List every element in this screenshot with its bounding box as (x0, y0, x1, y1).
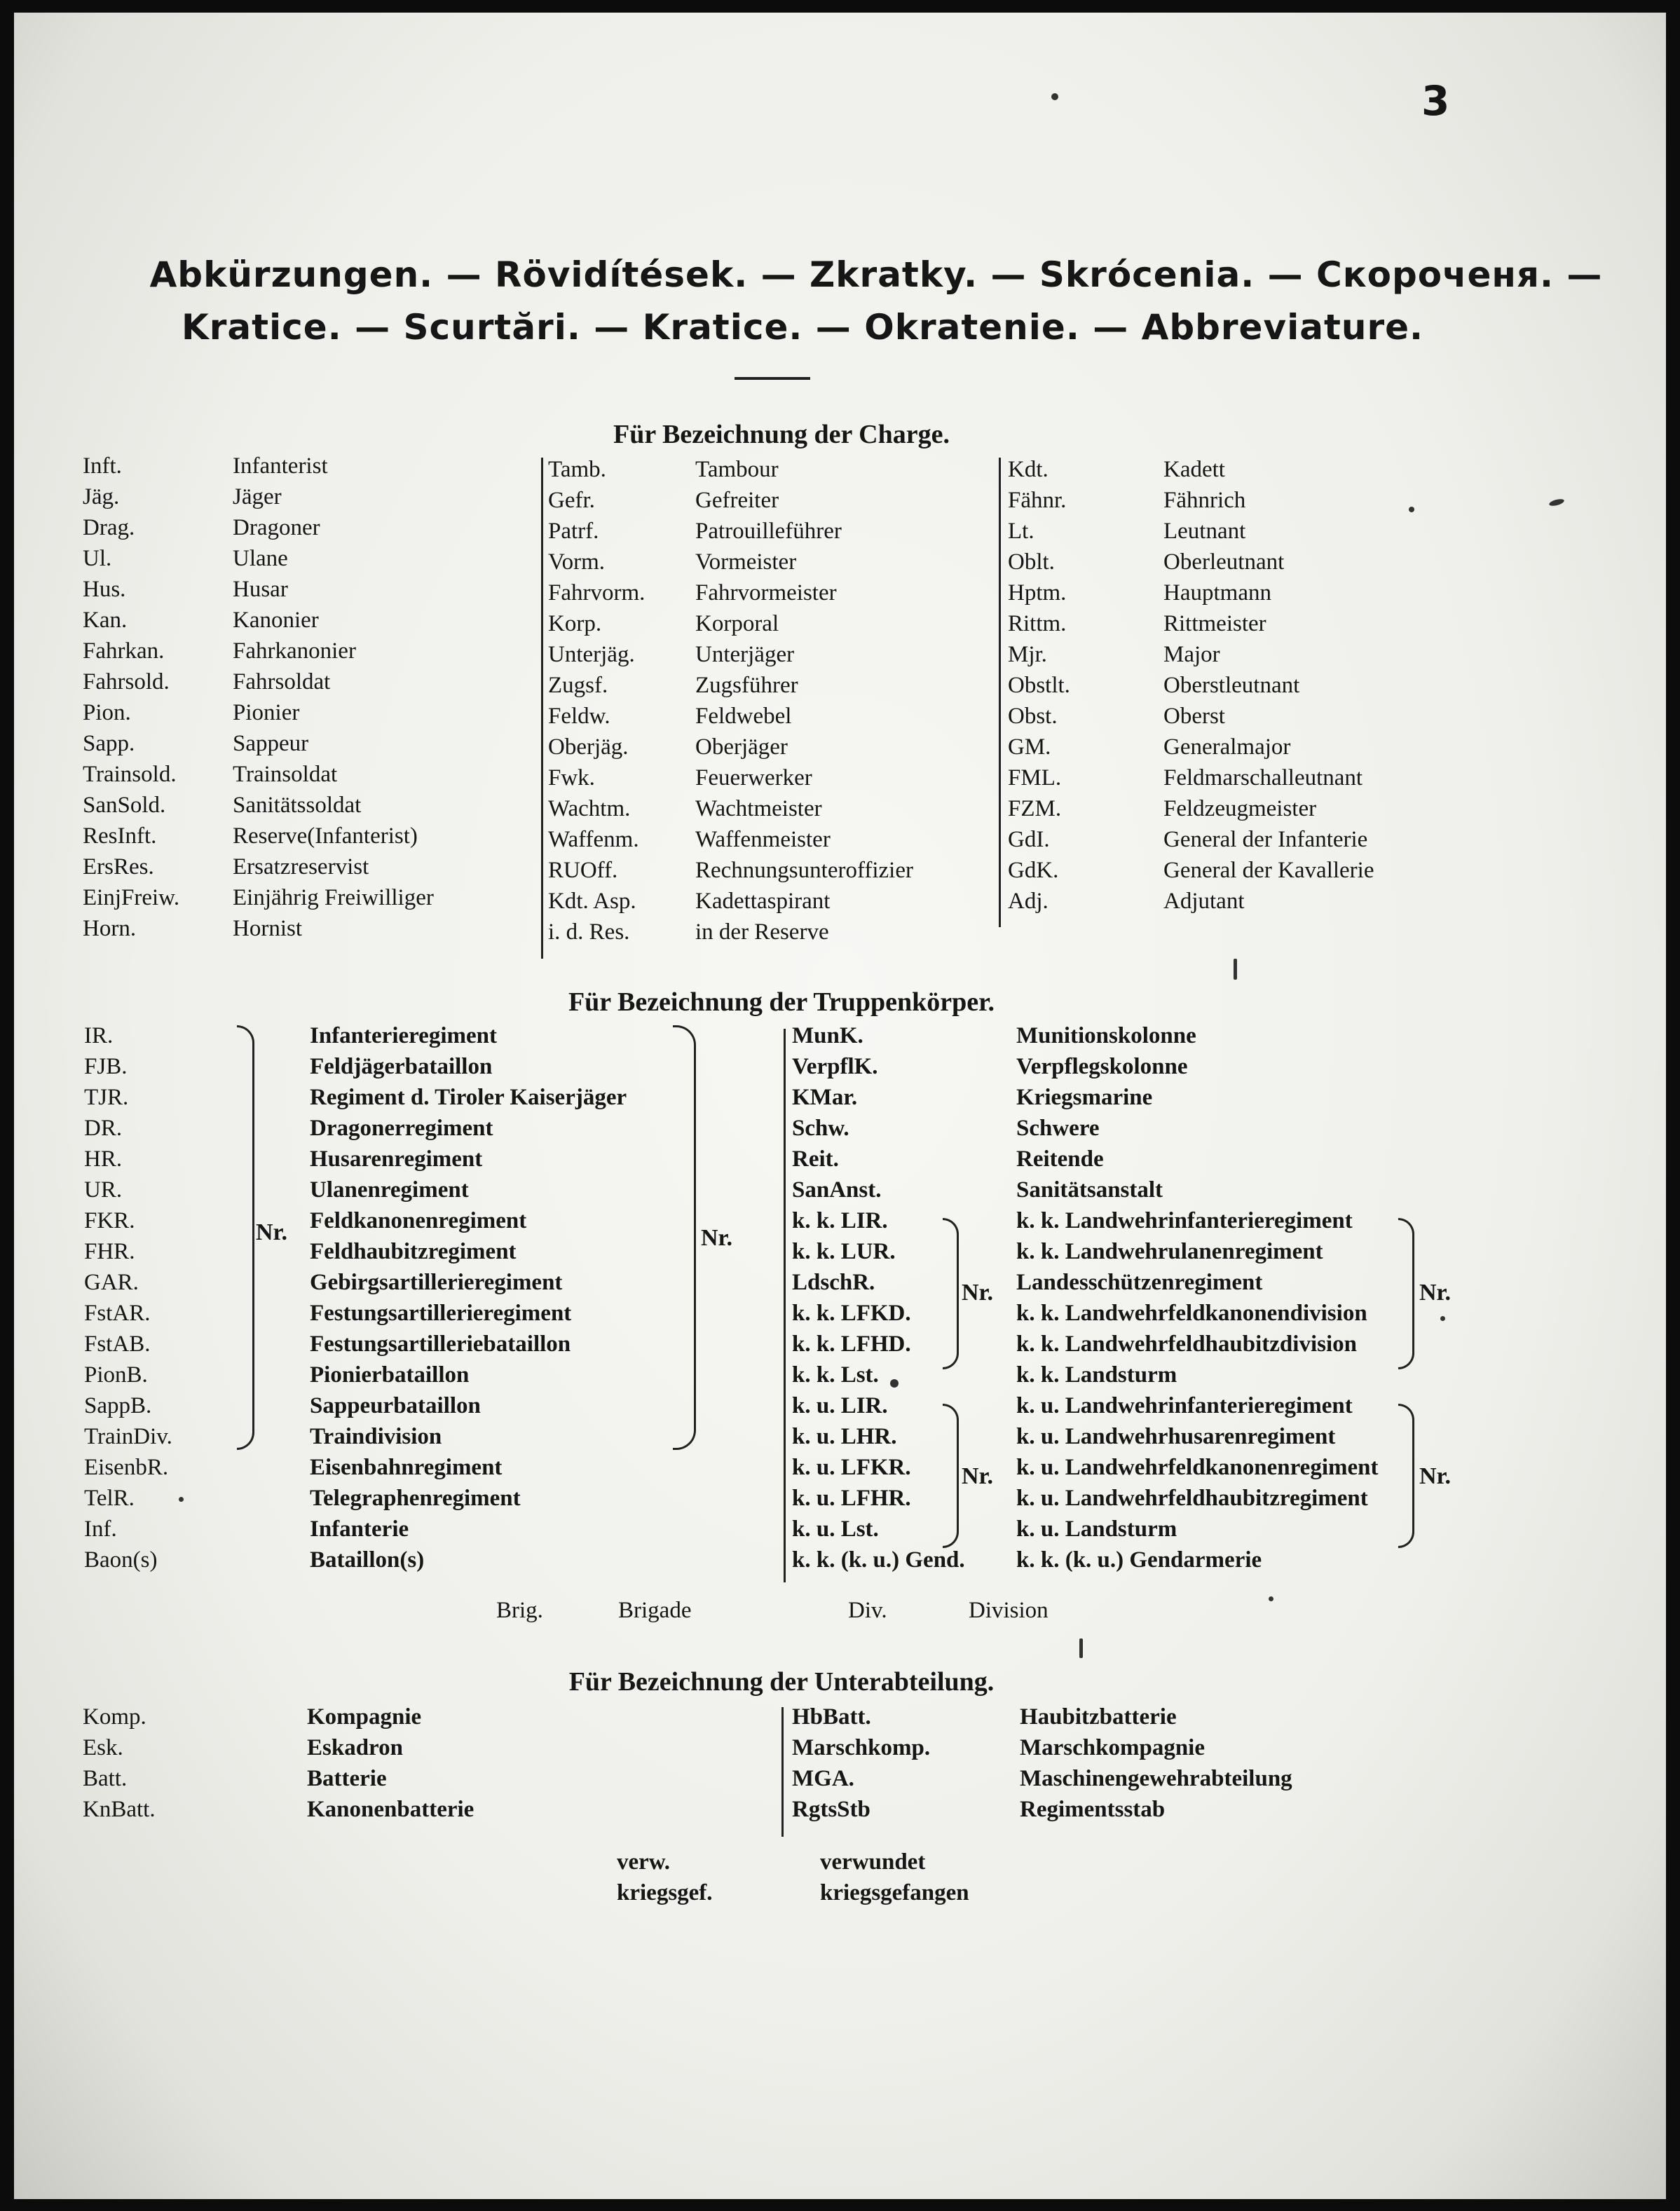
title-rule (735, 377, 810, 380)
abbreviation: Ul. (83, 546, 112, 571)
expansion: Traindivision (310, 1424, 442, 1449)
abbreviation: TelR. (84, 1486, 135, 1511)
abbreviation: k. k. LFHD. (792, 1332, 911, 1357)
abbreviation: Inft. (83, 453, 122, 479)
abbreviation: Zugsf. (548, 673, 608, 698)
expansion: Wachtmeister (695, 796, 822, 821)
expansion: Festungsartillerieregiment (310, 1301, 572, 1326)
document-page (14, 13, 1666, 2199)
abbreviation: GAR. (84, 1270, 139, 1295)
expansion: Feuerwerker (695, 765, 812, 790)
abbreviation: Korp. (548, 611, 602, 636)
abbreviation: Fahrsold. (83, 669, 170, 694)
abbreviation: Fähnr. (1008, 488, 1067, 513)
abbreviation: k. k. LIR. (792, 1208, 888, 1233)
abbreviation: Gefr. (548, 488, 595, 513)
abbreviation: PionB. (84, 1362, 148, 1388)
abbreviation: Fahrvorm. (548, 580, 646, 605)
truppen-right-brace-a (943, 1218, 959, 1369)
expansion: Schwere (1016, 1116, 1100, 1141)
expansion: Pionier (233, 700, 300, 725)
truppen-left-nr-b: Nr. (701, 1225, 733, 1251)
expansion: Ersatzreservist (233, 854, 369, 879)
expansion: k. k. (k. u.) Gendarmerie (1016, 1547, 1262, 1573)
div-full: Division (969, 1598, 1049, 1623)
brig-abbr: Brig. (496, 1598, 543, 1623)
expansion: Feldhaubitzregiment (310, 1239, 517, 1264)
expansion: Unterjäger (695, 642, 795, 667)
abbreviation: Jäg. (83, 484, 120, 509)
expansion: General der Kavallerie (1163, 858, 1374, 883)
expansion: k. u. Landwehrinfanterieregiment (1016, 1393, 1353, 1418)
expansion: Haubitzbatterie (1020, 1704, 1177, 1730)
abbreviation: KnBatt. (83, 1797, 156, 1822)
expansion: Oberst (1163, 704, 1225, 729)
abbreviation: EisenbR. (84, 1455, 169, 1480)
expansion: Waffenmeister (695, 827, 831, 852)
abbreviation: Adj. (1008, 889, 1049, 914)
abbreviation: Hptm. (1008, 580, 1067, 605)
expansion: Reitende (1016, 1146, 1104, 1172)
abbreviation: Mjr. (1008, 642, 1047, 667)
abbreviation: MGA. (792, 1766, 854, 1791)
abbreviation: GdI. (1008, 827, 1050, 852)
title-line-2: Kratice. — Scurtări. — Kratice. — Okratenie. — Abbreviature. (181, 307, 1424, 348)
abbreviation: FZM. (1008, 796, 1062, 821)
unter-right-abbr (792, 1702, 930, 1825)
truppen-right-brace-c (1398, 1218, 1414, 1369)
brig-full: Brigade (618, 1598, 692, 1623)
abbreviation: GdK. (1008, 858, 1059, 883)
expansion: Batterie (307, 1766, 387, 1791)
expansion: k. k. Landwehrinfanterieregiment (1016, 1208, 1353, 1233)
abbreviation: LdschR. (792, 1270, 875, 1295)
truppen-left-nr-a: Nr. (256, 1219, 288, 1245)
unter-heading: Für Bezeichnung der Unterabteilung. (568, 1667, 995, 1697)
abbreviation: i. d. Res. (548, 919, 630, 945)
abbreviation: Obst. (1008, 704, 1058, 729)
charge-divider-2 (999, 458, 1001, 927)
expansion: Feldzeugmeister (1163, 796, 1317, 821)
abbreviation: FJB. (84, 1054, 128, 1079)
charge-col1-abbr (83, 451, 179, 944)
specks-group (1409, 507, 1414, 512)
abbreviation: Obstlt. (1008, 673, 1070, 698)
abbreviation: Kan. (83, 608, 128, 633)
expansion: Jäger (233, 484, 282, 509)
abbreviation: k. k. LFKD. (792, 1301, 911, 1326)
abbreviation: SanSold. (83, 793, 166, 818)
truppen-right-nr-b: Nr. (962, 1463, 994, 1489)
expansion: Gefreiter (695, 488, 779, 513)
abbreviation: MunK. (792, 1023, 863, 1048)
expansion: Munitionskolonne (1016, 1023, 1196, 1048)
abbreviation: Feldw. (548, 704, 610, 729)
expansion: Oberleutnant (1163, 549, 1285, 575)
expansion: k. k. Landwehrfeldhaubitzdivision (1016, 1332, 1357, 1357)
expansion: Feldmarschalleutnant (1163, 765, 1363, 790)
expansion: Feldjägerbataillon (310, 1054, 493, 1079)
abbreviation: ResInft. (83, 823, 157, 849)
expansion: k. u. Landwehrhusarenregiment (1016, 1424, 1336, 1449)
charge-col3-abbr (1008, 454, 1070, 917)
expansion: Korporal (695, 611, 779, 636)
truppen-divider (784, 1029, 786, 1582)
abbreviation: DR. (84, 1116, 123, 1141)
abbreviation: SappB. (84, 1393, 152, 1418)
expansion: General der Infanterie (1163, 827, 1368, 852)
specks-group (1269, 1596, 1273, 1601)
specks-group (1234, 959, 1237, 980)
expansion: Festungsartilleriebataillon (310, 1332, 571, 1357)
expansion: Dragonerregiment (310, 1116, 493, 1141)
expansion: Husarenregiment (310, 1146, 483, 1172)
specks-group (1440, 1316, 1445, 1321)
abbreviation: FHR. (84, 1239, 135, 1264)
expansion: Fahrkanonier (233, 638, 356, 664)
abbreviation: Esk. (83, 1735, 123, 1760)
expansion: Infanterieregiment (310, 1023, 497, 1048)
expansion: verwundet (820, 1849, 926, 1875)
abbreviation: Horn. (83, 916, 137, 941)
abbreviation: k. u. LFKR. (792, 1455, 911, 1480)
expansion: Fahrsoldat (233, 669, 331, 694)
abbreviation: Patrf. (548, 519, 599, 544)
abbreviation: GM. (1008, 734, 1051, 760)
unter-left-abbr (83, 1702, 156, 1825)
truppen-right-abbr (792, 1020, 965, 1575)
expansion: Generalmajor (1163, 734, 1291, 760)
expansion: Hornist (233, 916, 302, 941)
abbreviation: Batt. (83, 1766, 128, 1791)
specks-group (179, 1497, 184, 1502)
expansion: k. k. Landsturm (1016, 1362, 1177, 1388)
specks-group (1051, 93, 1058, 100)
unter-extra-full (820, 1845, 969, 1907)
expansion: Eskadron (307, 1735, 403, 1760)
abbreviation: FKR. (84, 1208, 135, 1233)
expansion: Landesschützenregiment (1016, 1270, 1263, 1295)
expansion: Oberstleutnant (1163, 673, 1300, 698)
expansion: Ulane (233, 546, 288, 571)
expansion: Kadettaspirant (695, 889, 831, 914)
expansion: Sanitätssoldat (233, 793, 362, 818)
expansion: Infanterie (310, 1517, 409, 1542)
abbreviation: Baon(s) (84, 1547, 158, 1573)
expansion: Zugsführer (695, 673, 798, 698)
abbreviation: Trainsold. (83, 762, 177, 787)
truppen-heading: Für Bezeichnung der Truppenkörper. (568, 987, 995, 1017)
charge-col1-full (233, 451, 434, 944)
truppen-right-full (1016, 1020, 1378, 1575)
expansion: Verpflegskolonne (1016, 1054, 1188, 1079)
abbreviation: VerpflK. (792, 1054, 878, 1079)
page-number: 3 (1421, 77, 1450, 125)
specks-group (1079, 1638, 1083, 1658)
expansion: Rittmeister (1163, 611, 1266, 636)
abbreviation: k. k. LUR. (792, 1239, 896, 1264)
abbreviation: Marschkomp. (792, 1735, 931, 1760)
abbreviation: ErsRes. (83, 854, 154, 879)
abbreviation: Oblt. (1008, 549, 1055, 575)
expansion: Kriegsmarine (1016, 1085, 1153, 1110)
abbreviation: k. k. (k. u.) Gend. (792, 1547, 965, 1573)
expansion: Pionierbataillon (310, 1362, 470, 1388)
truppen-left-brace-b (673, 1025, 696, 1450)
expansion: Kompagnie (307, 1704, 422, 1730)
charge-divider-1 (541, 458, 543, 959)
truppen-right-nr-c: Nr. (1419, 1280, 1452, 1306)
expansion: kriegsgefangen (820, 1880, 969, 1905)
expansion: Dragoner (233, 515, 320, 540)
abbreviation: k. u. LHR. (792, 1424, 897, 1449)
charge-col2-full (695, 454, 913, 947)
abbreviation: Oberjäg. (548, 734, 629, 760)
abbreviation: Kdt. Asp. (548, 889, 636, 914)
abbreviation: k. k. Lst. (792, 1362, 879, 1388)
specks-group (1548, 498, 1564, 507)
expansion: Maschinengewehrabteilung (1020, 1766, 1292, 1791)
expansion: Patrouilleführer (695, 519, 842, 544)
abbreviation: Reit. (792, 1146, 839, 1172)
abbreviation: IR. (84, 1023, 114, 1048)
abbreviation: Fahrkan. (83, 638, 165, 664)
abbreviation: FstAR. (84, 1301, 151, 1326)
expansion: Gebirgsartillerieregiment (310, 1270, 563, 1295)
truppen-right-nr-d: Nr. (1419, 1463, 1452, 1489)
expansion: k. k. Landwehrfeldkanonendivision (1016, 1301, 1367, 1326)
abbreviation: TrainDiv. (84, 1424, 172, 1449)
expansion: Feldwebel (695, 704, 792, 729)
expansion: Fahrvormeister (695, 580, 837, 605)
abbreviation: Inf. (84, 1517, 117, 1542)
abbreviation: HbBatt. (792, 1704, 871, 1730)
truppen-left-abbr (84, 1020, 172, 1575)
abbreviation: k. u. LIR. (792, 1393, 888, 1418)
abbreviation: HR. (84, 1146, 123, 1172)
truppen-left-full (310, 1020, 627, 1575)
div-abbr: Div. (848, 1598, 887, 1623)
abbreviation: TJR. (84, 1085, 129, 1110)
expansion: in der Reserve (695, 919, 829, 945)
abbreviation: Komp. (83, 1704, 146, 1730)
abbreviation: Schw. (792, 1116, 849, 1141)
abbreviation: EinjFreiw. (83, 885, 180, 910)
expansion: Husar (233, 577, 288, 602)
abbreviation: Unterjäg. (548, 642, 635, 667)
expansion: Fähnrich (1163, 488, 1246, 513)
expansion: Infanterist (233, 453, 328, 479)
expansion: Oberjäger (695, 734, 788, 760)
expansion: Regimentsstab (1020, 1797, 1166, 1822)
expansion: Sappeurbataillon (310, 1393, 481, 1418)
expansion: Feldkanonenregiment (310, 1208, 527, 1233)
expansion: Trainsoldat (233, 762, 338, 787)
expansion: Tambour (695, 457, 779, 482)
expansion: Telegraphenregiment (310, 1486, 521, 1511)
truppen-right-nr-a: Nr. (962, 1280, 994, 1306)
expansion: k. u. Landwehrfeldhaubitzregiment (1016, 1486, 1368, 1511)
abbreviation: Sapp. (83, 731, 135, 756)
abbreviation: Lt. (1008, 519, 1034, 544)
expansion: Adjutant (1163, 889, 1245, 914)
title-line-1: Abkürzungen. — Rövidítések. — Zkratky. — Skrócenia. — Скороченя. — (149, 254, 1603, 295)
expansion: Reserve(Infanterist) (233, 823, 418, 849)
specks-group (890, 1379, 899, 1388)
abbreviation: KMar. (792, 1085, 858, 1110)
expansion: k. u. Landwehrfeldkanonenregiment (1016, 1455, 1379, 1480)
expansion: Sanitätsanstalt (1016, 1177, 1163, 1203)
expansion: k. k. Landwehrulanenregiment (1016, 1239, 1323, 1264)
expansion: Sappeur (233, 731, 309, 756)
abbreviation: Drag. (83, 515, 135, 540)
abbreviation: Wachtm. (548, 796, 631, 821)
abbreviation: kriegsgef. (617, 1880, 713, 1905)
unter-extra-abbr (617, 1845, 713, 1907)
abbreviation: UR. (84, 1177, 123, 1203)
abbreviation: Pion. (83, 700, 131, 725)
abbreviation: Hus. (83, 577, 126, 602)
expansion: k. u. Landsturm (1016, 1517, 1177, 1542)
abbreviation: Waffenm. (548, 827, 639, 852)
abbreviation: Kdt. (1008, 457, 1049, 482)
truppen-left-brace-a (237, 1025, 254, 1450)
abbreviation: Vorm. (548, 549, 605, 575)
abbreviation: FML. (1008, 765, 1062, 790)
abbreviation: FstAB. (84, 1332, 151, 1357)
abbreviation: k. u. LFHR. (792, 1486, 911, 1511)
truppen-right-brace-b (943, 1404, 959, 1548)
abbreviation: Tamb. (548, 457, 606, 482)
charge-heading: Für Bezeichnung der Charge. (613, 420, 950, 449)
expansion: Kadett (1163, 457, 1225, 482)
unter-right-full (1020, 1702, 1292, 1825)
expansion: Einjährig Freiwilliger (233, 885, 434, 910)
charge-col2-abbr (548, 454, 645, 947)
unter-divider (781, 1707, 784, 1837)
expansion: Hauptmann (1163, 580, 1271, 605)
abbreviation: k. u. Lst. (792, 1517, 879, 1542)
abbreviation: Fwk. (548, 765, 595, 790)
expansion: Ulanenregiment (310, 1177, 469, 1203)
expansion: Eisenbahnregiment (310, 1455, 503, 1480)
abbreviation: verw. (617, 1849, 671, 1875)
expansion: Kanonier (233, 608, 319, 633)
expansion: Regiment d. Tiroler Kaiserjäger (310, 1085, 627, 1110)
expansion: Bataillon(s) (310, 1547, 425, 1573)
abbreviation: Rittm. (1008, 611, 1067, 636)
unter-left-full (307, 1702, 474, 1825)
abbreviation: SanAnst. (792, 1177, 882, 1203)
expansion: Kanonenbatterie (307, 1797, 474, 1822)
expansion: Marschkompagnie (1020, 1735, 1205, 1760)
charge-col3-full (1163, 454, 1374, 917)
abbreviation: RgtsStb (792, 1797, 870, 1822)
abbreviation: RUOff. (548, 858, 618, 883)
expansion: Vormeister (695, 549, 797, 575)
expansion: Leutnant (1163, 519, 1246, 544)
expansion: Rechnungsunteroffizier (695, 858, 913, 883)
truppen-right-brace-d (1398, 1404, 1414, 1548)
expansion: Major (1163, 642, 1220, 667)
